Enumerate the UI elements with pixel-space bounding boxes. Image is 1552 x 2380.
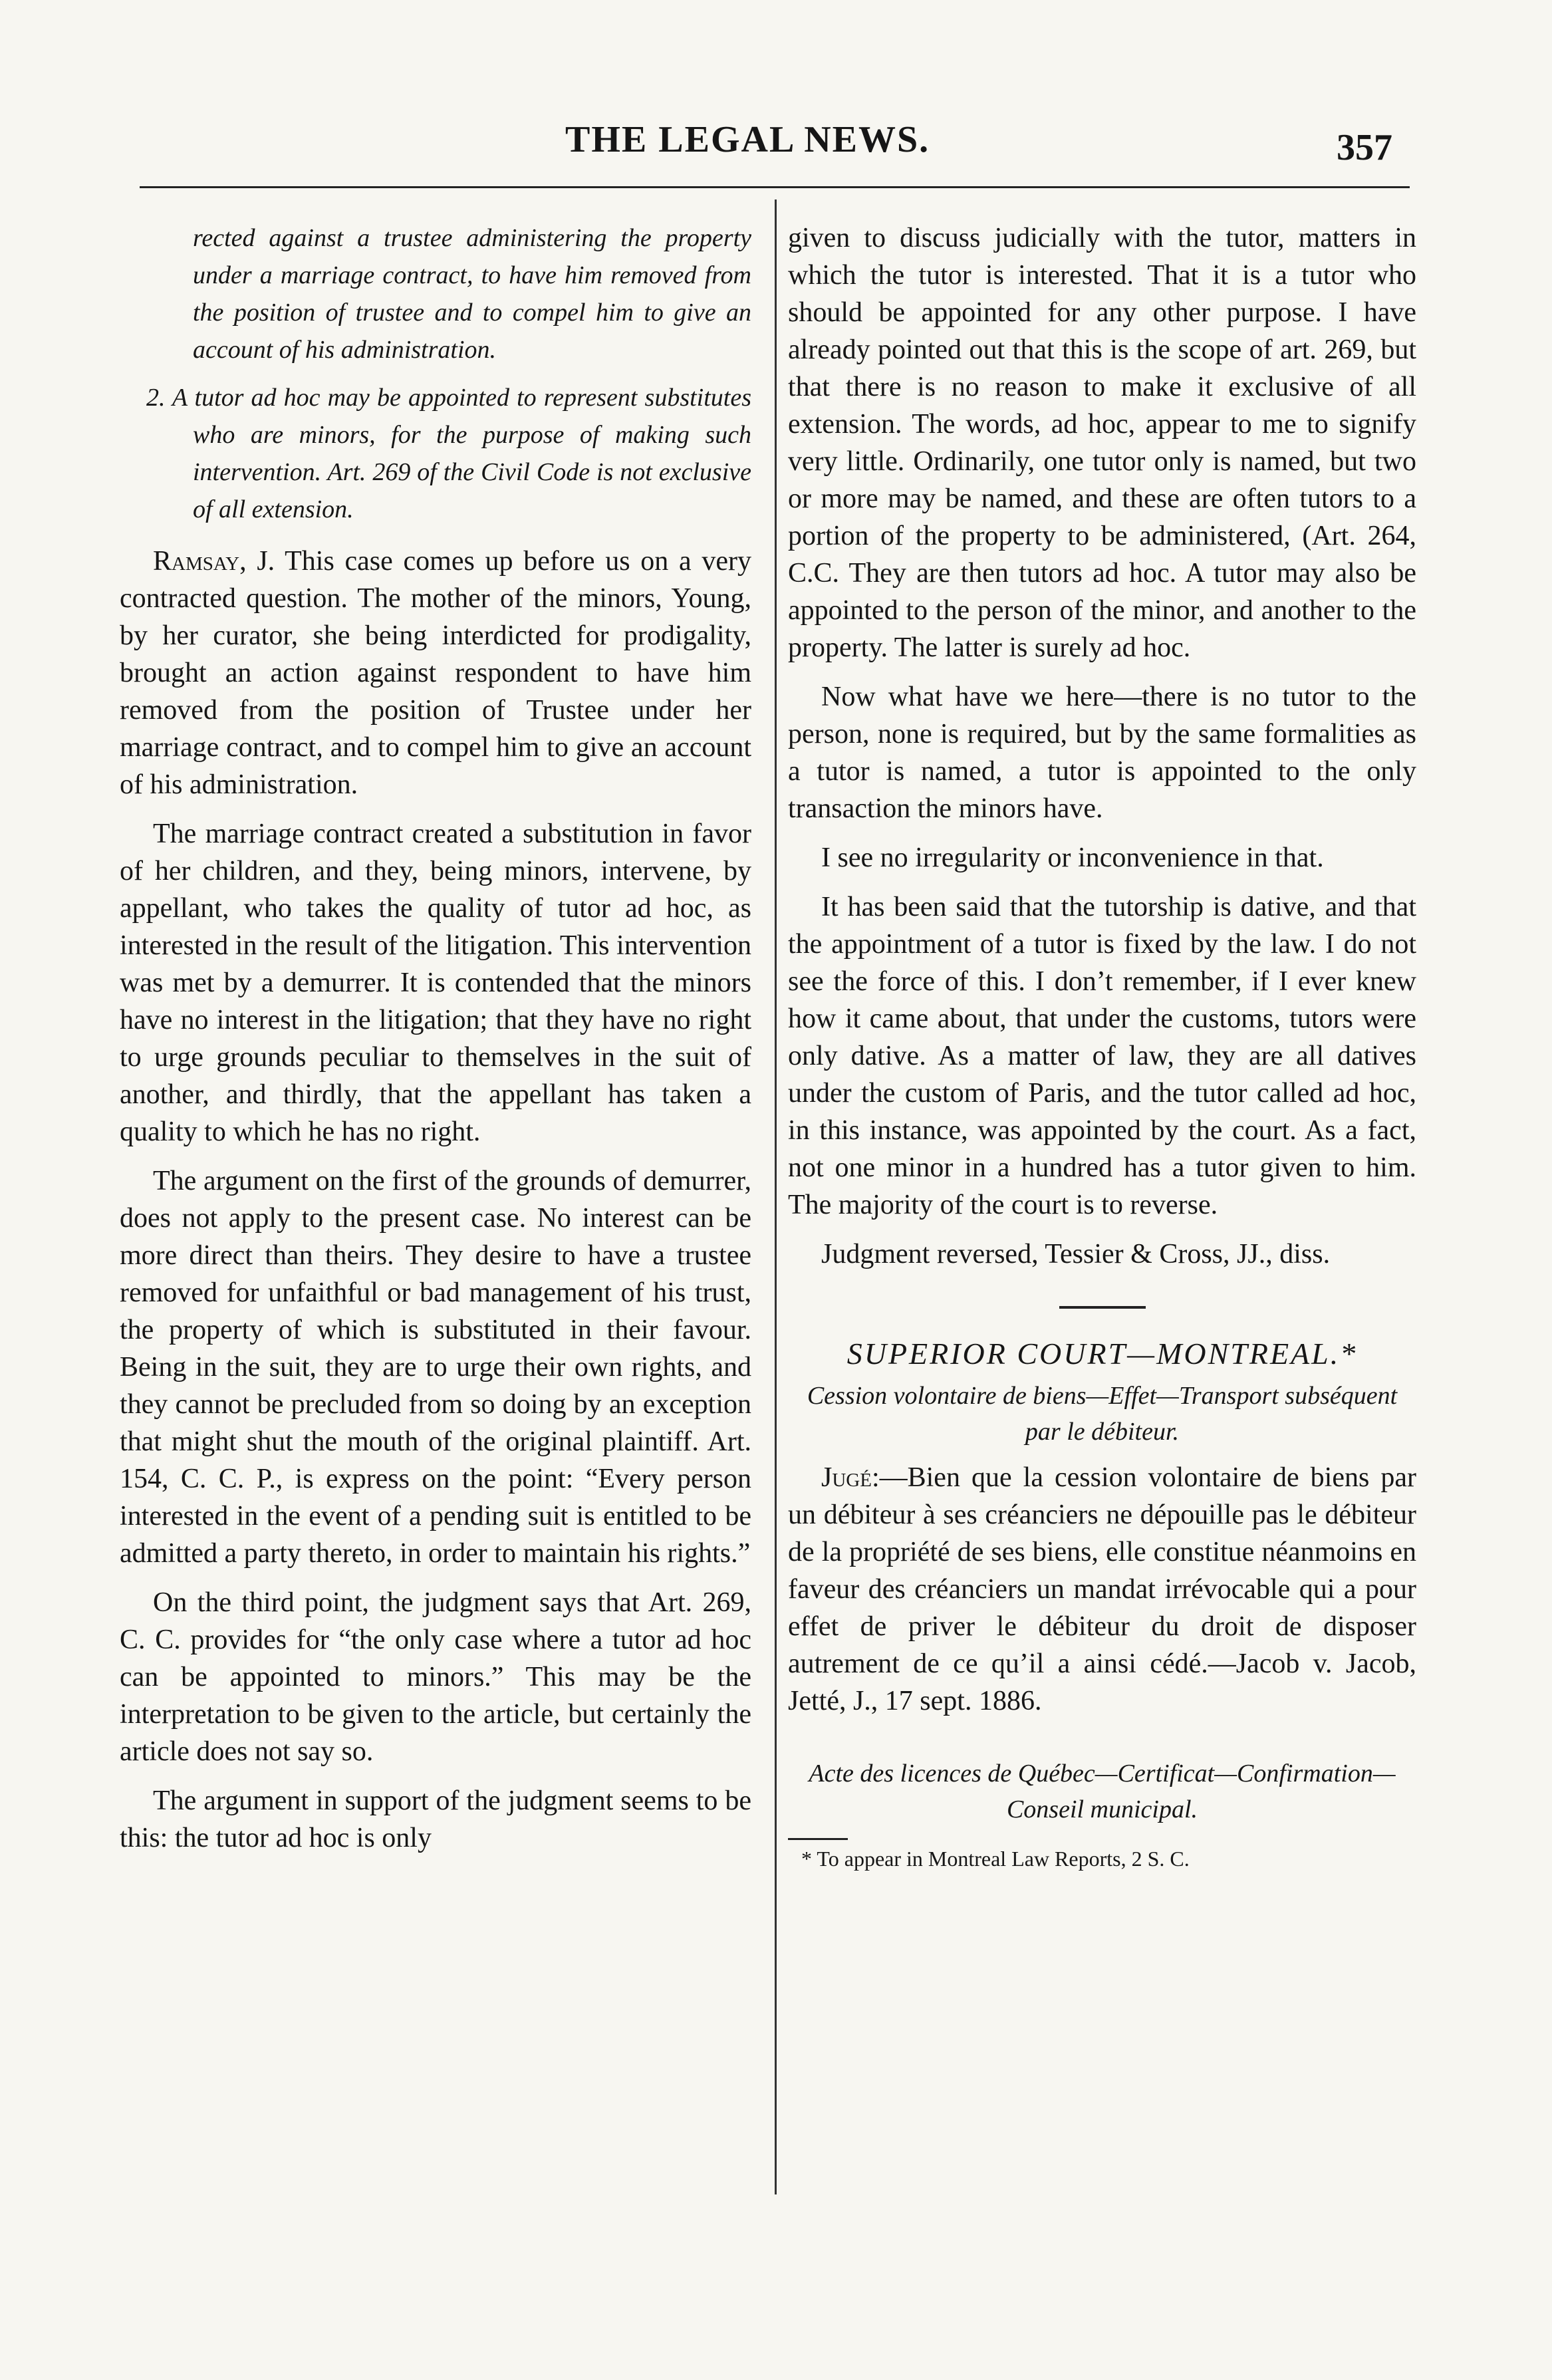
opinion-paragraph-7: Now what have we here—there is no tutor to the person, none is required, but by the same formalities as a tutor is named, a tutor is appointed to the only transaction the minors have. — [788, 682, 1416, 824]
column-divider — [775, 199, 777, 2194]
opinion-paragraph-2: The marriage contract created a substitution in favor of her children, and they, being minors, intervene, by appellant, who takes the quality of tutor ad hoc, as interested in the result of the litigation. This intervention was met by a demurrer. It is contended that the minors have no interest in the litigation; that they have no right to urge grounds peculiar to themselves in the suit of another, and thirdly, that the appellant has taken a quality to which he has no right. — [120, 819, 751, 1147]
opinion-paragraph-1 — [120, 543, 751, 803]
juge-label: Jugé — [821, 1462, 872, 1493]
opinion-paragraph-3: The argument on the first of the grounds of demurrer, does not apply to the present case. No interest can be more direct than theirs. They desire to have a trustee removed for unfaithful or bad management of his trust, the property of which is substituted in their favour. Being in the suit, they are to urge their own rights, and they cannot be precluded from so doing by an exception that might shut the mouth of the original plaintiff. Art. 154, C. C. P., is express on the point: “Every person interested in the event of a pending suit is entitled to be admitted a party thereto, in order to maintain his rights.” — [120, 1166, 751, 1569]
case-subheading-2: Acte des licences de Québec—Certificat—Confirmation—Conseil municipal. — [809, 1760, 1396, 1823]
opinion-paragraph-5: The argument in support of the judgment seems to be this: the tutor ad hoc is only — [120, 1785, 751, 1853]
opinion-paragraph-9: It has been said that the tutorship is dative, and that the appointment of a tutor is fixed by the law. I do not see the force of this. I don’t remember, if I ever knew how it came about, that under the customs, tutors were only dative. As a matter of law, they are all datives under the custom of Paris, and the tutor called ad hoc, in this instance, was appointed by the court. As a fact, not one minor in a hundred has a tutor given to him. The majority of the court is to reverse. — [788, 892, 1416, 1220]
page-number: 357 — [1337, 127, 1392, 168]
left-column — [120, 219, 751, 1857]
header-rule — [140, 186, 1410, 188]
jugé-paragraph — [788, 1459, 1416, 1720]
opinion-paragraph-6: given to discuss judicially with the tutor, matters in which the tutor is interested. That it is a tutor who should be appointed for any other purpose. I have already pointed out that this is the scope of art. 269, but that there is no reason to make it exclusive of all extension. The words, ad hoc, appear to me to signify very little. Ordinarily, one tutor only is named, but two or more may be named, and these are often tutors to a portion of the property to be administered, (Art. 264, C.C. They are then tutors ad hoc. A tutor may also be appointed to the person of the minor, and another to the property. The latter is surely ad hoc. — [788, 223, 1416, 663]
footnote-rule — [788, 1838, 848, 1840]
right-column — [788, 219, 1416, 1872]
headnote-continuation: rected against a trustee administering the property under a marriage contract, to have him removed from the position of trustee and to compel him to give an account of his administration. — [193, 224, 751, 364]
headnote-point-2: 2. A tutor ad hoc may be appointed to represent substitutes who are minors, for the purpose of making such intervention. Art. 269 of the Civil Code is not exclusive of all extension. — [146, 384, 751, 523]
opinion-paragraph-1-text: This case comes up before us on a very contracted question. The mother of the minors, Young, by her curator, she being interdicted for prodigality, brought an action against respondent to have him removed from the position of Trustee under her marriage contract, and to compel him to give an account of his administration. — [120, 546, 751, 800]
opinion-paragraph-8: I see no irregularity or inconvenience in that. — [821, 843, 1324, 873]
juge-text: :—Bien que la cession volontaire de biens par un débiteur à ses créanciers ne dépouille pas le débiteur de la propriété de ses biens, elle constitue néanmoins en faveur des créanciers un mandat irrévocable qui a pour effet de priver le débiteur du droit de disposer autrement de ce qu’il a ainsi cédé.—Jacob v. Jacob, Jetté, J., 17 sept. 1886. — [788, 1462, 1416, 1716]
running-title: THE LEGAL NEWS. — [565, 119, 930, 160]
judge-name: Ramsay, J. — [153, 546, 275, 577]
case-subheading-1: Cession volontaire de biens—Effet—Transport subséquent par le débiteur. — [807, 1382, 1398, 1446]
footnote: * To appear in Montreal Law Reports, 2 S. C. — [801, 1847, 1190, 1871]
section-divider — [1059, 1306, 1146, 1309]
opinion-paragraph-4: On the third point, the judgment says that Art. 269, C. C. provides for “the only case where a tutor ad hoc can be appointed to minors.” This may be the interpretation to be given to the article, but certainly the article does not say so. — [120, 1587, 751, 1767]
court-heading: SUPERIOR COURT—MONTREAL.* — [846, 1337, 1358, 1371]
judgment-line: Judgment reversed, Tessier & Cross, JJ., diss. — [821, 1239, 1331, 1269]
